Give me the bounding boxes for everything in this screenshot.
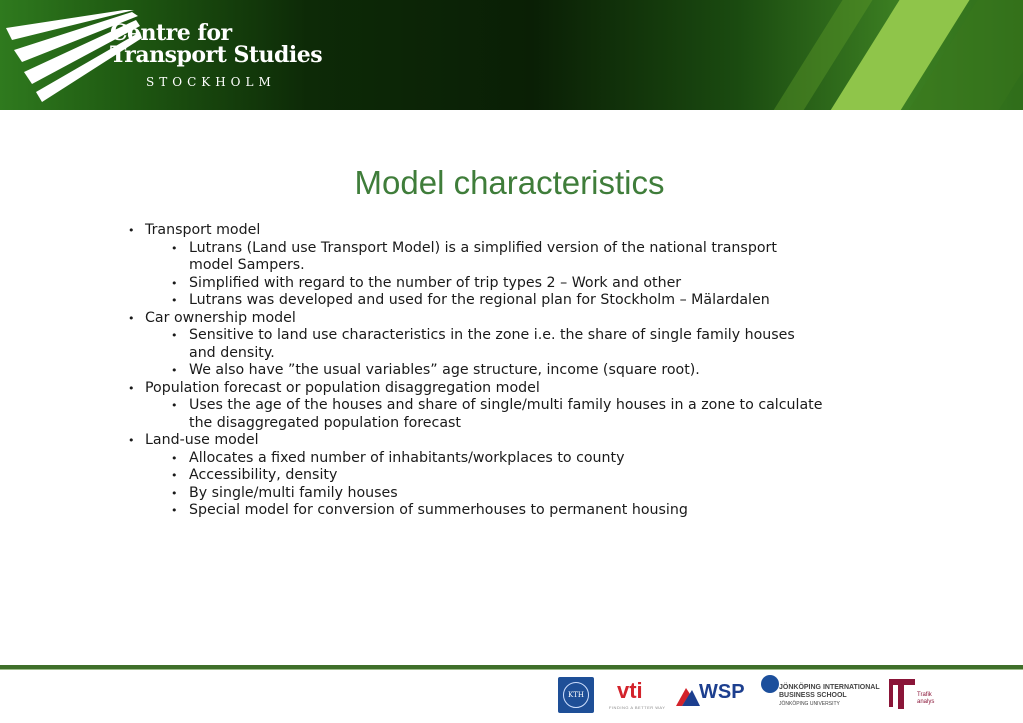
bullet-dot: •: [128, 311, 135, 325]
jibs-stars-icon: [761, 675, 779, 693]
bullet-dot: •: [128, 434, 135, 447]
trafik-line-2: analys: [917, 699, 935, 705]
sub-bullet-item: • Accessibility, density: [171, 467, 338, 483]
kth-logo-label: KTH: [563, 682, 589, 708]
logo-line-1: Centre for: [110, 20, 232, 46]
bullet-dot: •: [171, 504, 178, 517]
jibs-logo: [779, 684, 880, 708]
bullet-dot: •: [171, 451, 178, 465]
jibs-line-3: JÖNKÖPING UNIVERSITY: [779, 701, 840, 707]
logo-title: [110, 22, 322, 66]
bullet-dot: •: [171, 469, 178, 482]
logo-line-2: Transport Studies: [110, 42, 323, 68]
bullet-dot: •: [171, 486, 178, 500]
bullet-dot: •: [128, 381, 135, 395]
bullet-dot: •: [171, 241, 178, 255]
sub-bullet-item: • We also have ”the usual variables” age structure, income (square root).: [171, 362, 700, 378]
footer-divider-thin: [0, 669, 1023, 670]
jibs-line-1: JÖNKÖPING INTERNATIONAL: [779, 684, 880, 691]
bullet-dot: •: [171, 329, 178, 342]
slide-title: Model characteristics: [354, 164, 665, 201]
bullet-item: • Transport model: [128, 222, 261, 238]
header-banner: [0, 0, 1023, 110]
trafikanalys-t-icon: [889, 677, 915, 709]
sub-bullet-item: • Sensitive to land use characteristics in the zone i.e. the share of single family houses and density.: [171, 327, 795, 361]
bullet-dot: •: [171, 276, 178, 290]
wsp-swoosh-icon: [676, 684, 700, 706]
wsp-logo: WSP: [699, 681, 745, 703]
jibs-line-2: BUSINESS SCHOOL: [779, 692, 847, 699]
bullet-dot: •: [128, 224, 135, 237]
sub-bullet-item: • Lutrans (Land use Transport Model) is a simplified version of the national transport model Sampers.: [171, 239, 777, 273]
trafik-line-1: Trafik: [917, 692, 932, 698]
kth-crest-icon: [558, 677, 594, 713]
bullet-dot: •: [171, 399, 178, 412]
sub-bullet-item: • Lutrans was developed and used for the regional plan for Stockholm – Mälardalen: [171, 292, 770, 308]
bullet-item: • Car ownership model: [128, 309, 296, 326]
bullet-item: • Population forecast or population disaggregation model: [128, 379, 540, 396]
bullet-list: [128, 222, 868, 520]
trafikanalys-logo: [917, 692, 934, 706]
sub-bullet-item: • Allocates a fixed number of inhabitants/workplaces to county: [171, 449, 625, 466]
vti-tagline: FINDING A BETTER WAY: [609, 705, 666, 710]
bullet-item: • Land-use model: [128, 432, 259, 448]
bullet-dot: •: [171, 364, 178, 377]
sub-bullet-item: • Uses the age of the houses and share of single/multi family houses in a zone to calculate the disaggregated population forecast: [171, 397, 823, 431]
sub-bullet-item: • Simplified with regard to the number of trip types 2 – Work and other: [171, 274, 682, 291]
sub-bullet-item: • Special model for conversion of summerhouses to permanent housing: [171, 502, 688, 518]
logo-subtitle: STOCKHOLM: [146, 75, 276, 89]
vti-logo: vti: [617, 678, 643, 703]
sub-bullet-item: • By single/multi family houses: [171, 484, 398, 501]
bullet-dot: •: [171, 294, 178, 307]
